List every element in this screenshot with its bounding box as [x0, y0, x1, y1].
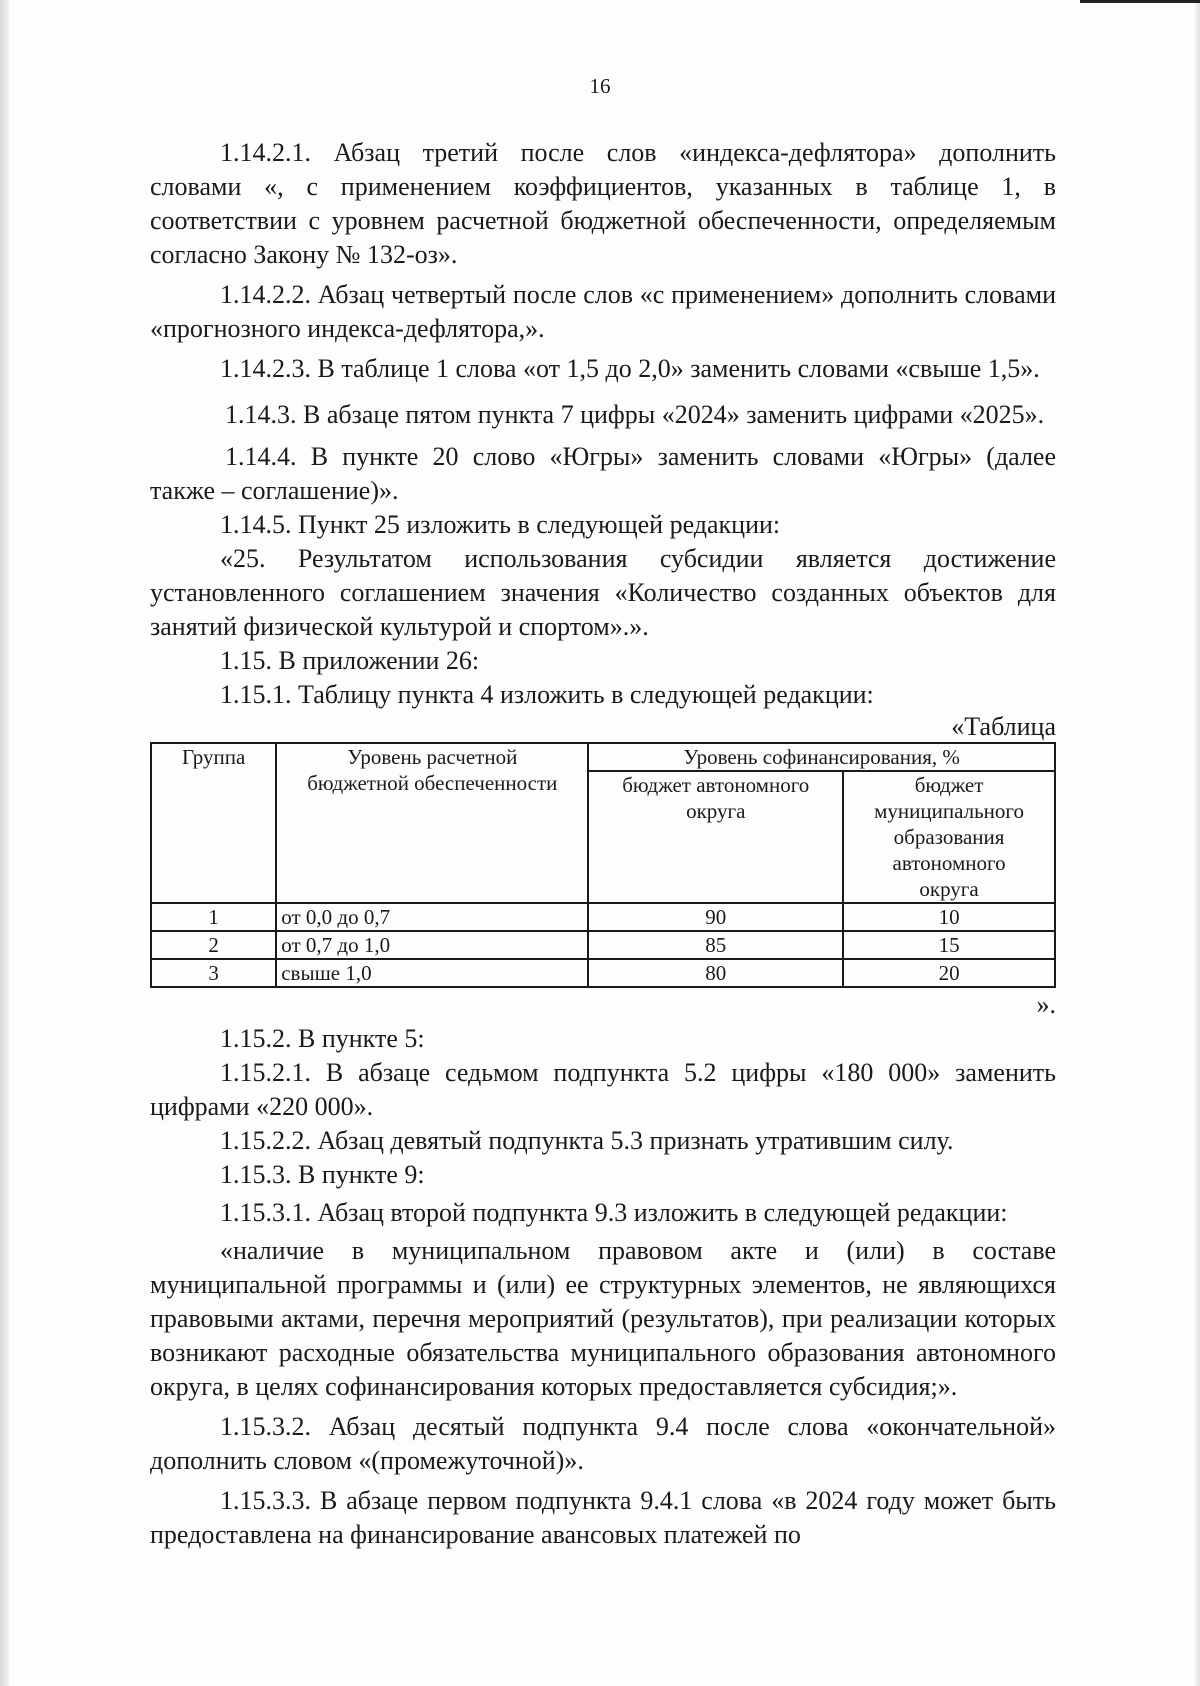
- header-group: Группа: [151, 743, 276, 903]
- table-row: [151, 903, 1055, 931]
- cofinancing-table: [150, 742, 1056, 988]
- paragraph-1-15-2-2: 1.15.2.2. Абзац девятый подпункта 5.3 признать утратившим силу.: [220, 1126, 954, 1155]
- header-cofinancing: Уровень софинансирования, %: [588, 743, 1055, 771]
- document-body: [150, 136, 1056, 1552]
- scan-left-edge: [0, 0, 9, 1686]
- paragraph-1-14-5: 1.14.5. Пункт 25 изложить в следующей редакции:: [220, 510, 781, 539]
- cell-municipal: 10: [843, 903, 1055, 931]
- paragraph-1-14-2-2: 1.14.2.2. Абзац четвертый после слов «с применением» дополнить словами «прогнозного индекса-дефлятора,».: [150, 280, 1056, 343]
- paragraph-1-15-2-1: 1.15.2.1. В абзаце седьмом подпункта 5.2 цифры «180 000» заменить цифрами «220 000».: [150, 1058, 1056, 1121]
- header-okrug-budget: бюджет автономного округа: [588, 771, 843, 903]
- cell-municipal: 20: [843, 959, 1055, 987]
- cell-okrug: 90: [588, 903, 843, 931]
- paragraph-1-15-1: 1.15.1. Таблицу пункта 4 изложить в следующей редакции:: [220, 680, 874, 709]
- paragraph-1-15-2: 1.15.2. В пункте 5:: [220, 1024, 425, 1053]
- cell-level: от 0,7 до 1,0: [276, 931, 588, 959]
- scan-right-edge: [1194, 0, 1200, 1686]
- paragraph-1-14-3: 1.14.3. В абзаце пятом пункта 7 цифры «2024» заменить цифрами «2025».: [225, 400, 1045, 429]
- cell-group: 2: [151, 931, 276, 959]
- cell-group: 3: [151, 959, 276, 987]
- table-row: [151, 931, 1055, 959]
- paragraph-1-14-2-3: 1.14.2.3. В таблице 1 слова «от 1,5 до 2,0» заменить словами «свыше 1,5».: [220, 354, 1040, 383]
- paragraph-1-15-3: 1.15.3. В пункте 9:: [220, 1160, 425, 1189]
- cell-level: свыше 1,0: [276, 959, 588, 987]
- paragraph-1-14-4: 1.14.4. В пункте 20 слово «Югры» заменить словами «Югры» (далее также – соглашение)».: [150, 442, 1056, 505]
- paragraph-1-14-2-1: 1.14.2.1. Абзац третий после слов «индекса-дефлятора» дополнить словами «, с применением коэффициентов, указанных в таблице 1, в соответствии с уровнем расчетной бюджетной обеспеченности, определяемым согласно Закону № 132-оз».: [150, 138, 1056, 269]
- cell-group: 1: [151, 903, 276, 931]
- table-caption: «Таблица: [951, 712, 1056, 741]
- paragraph-9-3-quote: «наличие в муниципальном правовом акте и (или) в составе муниципальной программы и (или) ее структурных элементов, не являющихся правовыми актами, перечня мероприятий (результатов), при реализации которых возникают расходные обязательства муниципального образования автономного округа, в целях софинансирования которых предоставляется субсидия;».: [150, 1236, 1056, 1401]
- page-number: 16: [589, 74, 611, 98]
- paragraph-1-15-3-1: 1.15.3.1. Абзац второй подпункта 9.3 изложить в следующей редакции:: [220, 1198, 1008, 1227]
- table-header-row: [151, 743, 1055, 771]
- paragraph-1-15-3-2: 1.15.3.2. Абзац десятый подпункта 9.4 после слова «окончательной» дополнить словом «(промежуточной)».: [150, 1412, 1056, 1475]
- paragraph-25-quote: «25. Результатом использования субсидии является достижение установленного соглашением значения «Количество созданных объектов для занятий физической культурой и спортом».».: [150, 544, 1056, 641]
- cell-level: от 0,0 до 0,7: [276, 903, 588, 931]
- cell-okrug: 80: [588, 959, 843, 987]
- header-municipal-budget: бюджет муниципального образования автономного округа: [843, 771, 1055, 903]
- table-closing-quote: ».: [1036, 990, 1056, 1019]
- cell-okrug: 85: [588, 931, 843, 959]
- paragraph-1-15: 1.15. В приложении 26:: [220, 646, 480, 675]
- table-row: [151, 959, 1055, 987]
- paragraph-1-15-3-3: 1.15.3.3. В абзаце первом подпункта 9.4.1 слова «в 2024 году может быть предоставлена на финансирование авансовых платежей по: [150, 1486, 1056, 1549]
- cell-municipal: 15: [843, 931, 1055, 959]
- header-level: Уровень расчетной бюджетной обеспеченности: [276, 743, 588, 903]
- scan-top-edge: [1080, 0, 1200, 3]
